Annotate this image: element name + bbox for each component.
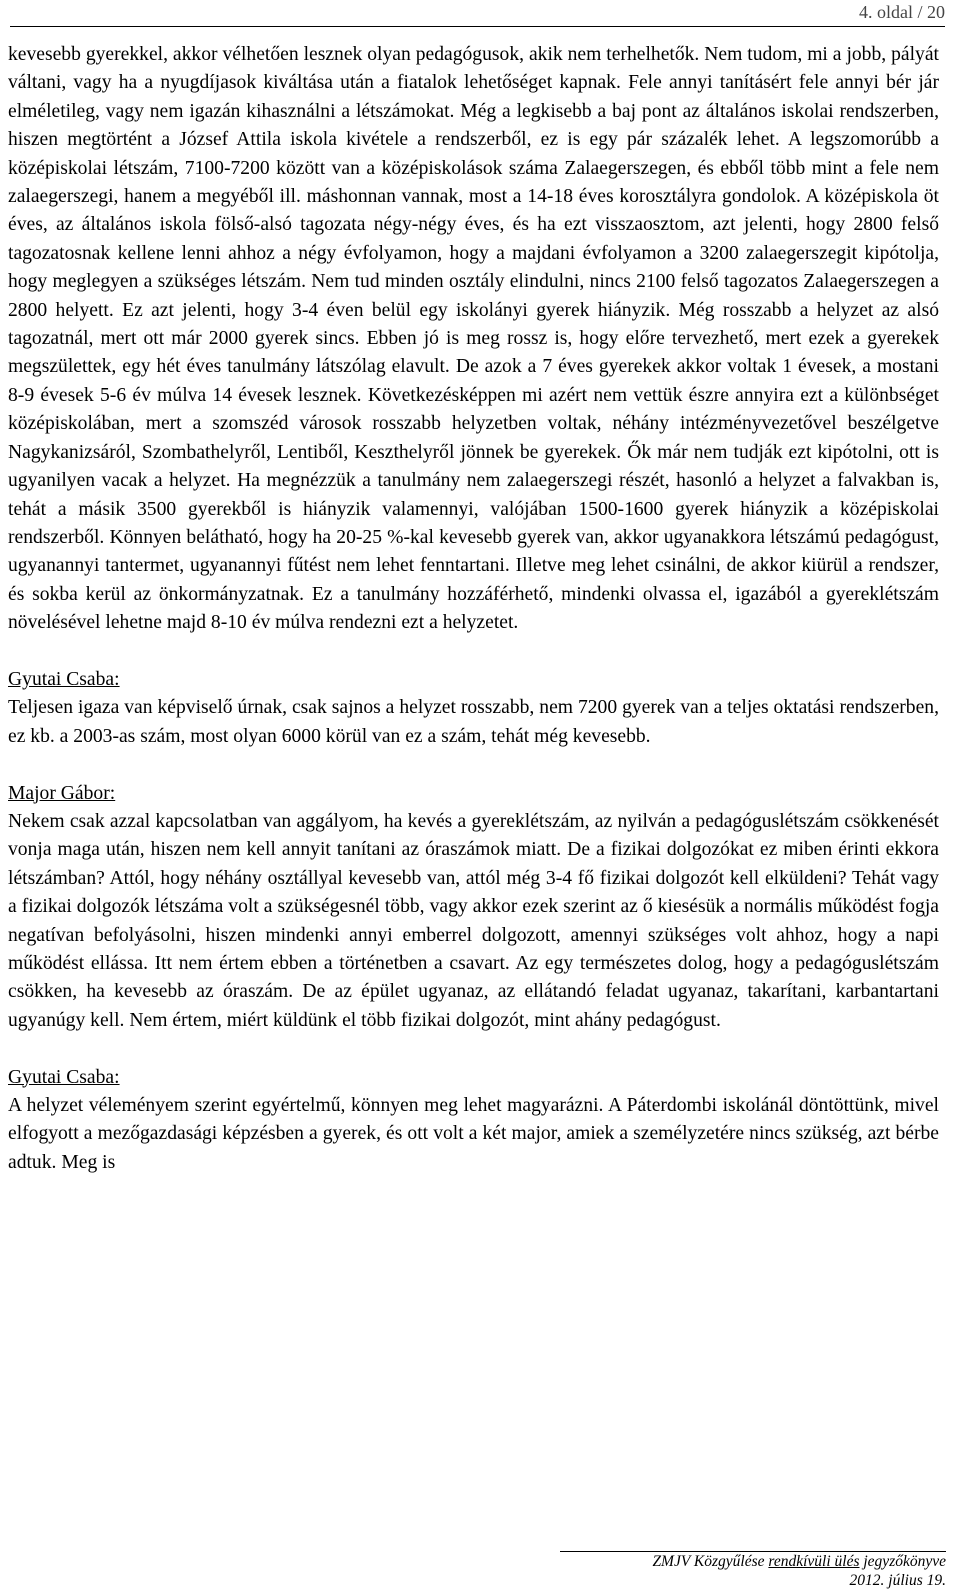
footer-title-end: jegyzőkönyve bbox=[859, 1553, 946, 1570]
speech-paragraph: A helyzet véleményem szerint egyértelmű, könnyen meg lehet magyarázni. A Páterdombi iskolánál döntöttünk, mivel elfogyott a mezőgazdasági képzésben a gyerek, és ott volt a két major, amiek a személyzetére nincs szükség, azt bérbe adtuk. Meg is bbox=[8, 1094, 939, 1173]
footer-title-underlined: rendkívüli ülés bbox=[768, 1553, 860, 1570]
page-header bbox=[10, 0, 945, 27]
speech-paragraph: Nekem csak azzal kapcsolatban van aggályom, ha kevés a gyereklétszám, az nyilván a pedagóguslétszám csökkenését vonja maga után, hiszen nem kell annyit tanítani az óraszámok miatt. De a fizikai dolgozókat ez miben érinti ekkora létszámban? Attól, hogy néhány osztállyal kevesebb van, attól még 3-4 fő fizikai dolgozót kell elküldeni? Tehát vagy a fizikai dolgozók létszáma volt a szükségesnél több, vagy akkor ezek szerint az ő kiesésük a normális működést fogja negatívan befolyásolni, hiszen mindenki annyi emberrel dolgozott, amennyi szükséges volt ahhoz, hogy a napi működést ellássa. Itt nem értem ebben a történetben a csavart. Az egy természetes dolog, hogy a pedagóguslétszám csökken, ha kevesebb az óraszám. De az épület ugyanaz, az ellátandó feladat ugyanaz, takarítani, karbantartani ugyanúgy kell. Nem értem, miért küldünk el több fizikai dolgozót, mint ahány pedagógust. bbox=[8, 810, 939, 1031]
page-footer bbox=[560, 1551, 946, 1590]
page-number: 4. oldal / 20 bbox=[859, 2, 945, 22]
paragraph-continuation: kevesebb gyerekkel, akkor vélhetően lesznek olyan pedagógusok, akik nem terhelhetők. Nem tudom, mi a jobb, pályát váltani, vagy ha a nyugdíjasok kiváltása után a fiatalok lehetőséget kapnak. Fele annyi tanításért fele annyi bér jár elméletileg, vagy nem igazán kihasználni a létszámokat. Még a legkisebb a baj pont az általános iskolai rendszerben, hiszen megtörtént a József Attila iskola kivétele a rendszerből, ez is egy pár százalék lehet. A legszomorúbb a középiskolai létszám, 7100-7200 között van a középiskolások száma Zalaegerszegen, és ebből több mint a fele nem zalaegerszegi, hanem a megyéből ill. máshonnan vannak, most a 14-18 éves korosztályra gondolok. A középiskola öt éves, az általános iskola fölső-alsó tagozata négy-négy éves, és ha ezt visszaosztom, azt jelenti, hogy 2800 felső tagozatosnak kellene lenni ahhoz a négy évfolyamon, hogy a majdani évfolyamon a 3200 zalaegerszegit kipótolja, hogy meglegyen a szükséges létszám. Nem tud minden osztály elindulni, nincs 2100 felső tagozatos Zalaegerszegen a 2800 helyett. Ez azt jelenti, hogy 3-4 éven belül egy iskolányi gyerek hiányzik. Még rosszabb a helyzet az alsó tagozatnál, mert ott már 2000 gyerek sincs. Ebben jó is meg rossz is, hogy előre tervezhető, mert ezek a gyerekek megszülettek, egy hét éves tanulmány látszólag elavult. De azok a 7 éves gyerekek akkor voltak 1 évesek, a mostani 8-9 évesek 5-6 év múlva 14 évesek lesznek. Következésképpen mi azért nem vettük észre annyira ezt a különbséget középiskolában, mert a szomszéd városok rosszabb helyzetben voltak, néhány intézményvezetővel beszélgetve Nagykanizsáról, Szombathelyről, Lentiből, Keszthelyről jönnek be gyerekek. Ők már nem tudják ezt kipótolni, ott is ugyanilyen vacak a helyzet. Ha megnézzük a tanulmány nem zalaegerszegi részét, hasonló a helyzet a falvakban is, tehát a másik 3500 gyerekből is hiányzik valamennyi, valójában 1500-1600 gyerek hiányzik a középiskolai rendszerből. Könnyen belátható, hogy ha 20-25 %-kal kevesebb gyerek van, akkor ugyanakkora létszámú pedagógust, ugyanannyi tantermet, ugyanannyi fűtést nem lehet fenntartani. Illetve meg lehet csinálni, de akkor kiürül a rendszer, és sokba kerül az önkormányzatnak. Ez a tanulmány hozzáférhető, mindenki olvassa el, igazából a gyereklétszám növelésével lehetne majd 8-10 év múlva rendezni ezt a helyzetet. bbox=[8, 44, 939, 634]
footer-title-start: ZMJV Közgyűlése bbox=[652, 1553, 769, 1570]
document-body bbox=[8, 41, 939, 1177]
speaker-name: Major Gábor: bbox=[8, 782, 116, 804]
footer-title bbox=[560, 1552, 946, 1571]
speaker-name: Gyutai Csaba: bbox=[8, 1066, 120, 1088]
speech-paragraph: Teljesen igaza van képviselő úrnak, csak sajnos a helyzet rosszabb, nem 7200 gyerek van a teljes oktatási rendszerben, ez kb. a 2003-as szám, most olyan 6000 körül van ez a szám, tehát még kevesebb. bbox=[8, 697, 939, 747]
speaker-name: Gyutai Csaba: bbox=[8, 668, 120, 690]
footer-date: 2012. július 19. bbox=[849, 1572, 946, 1589]
